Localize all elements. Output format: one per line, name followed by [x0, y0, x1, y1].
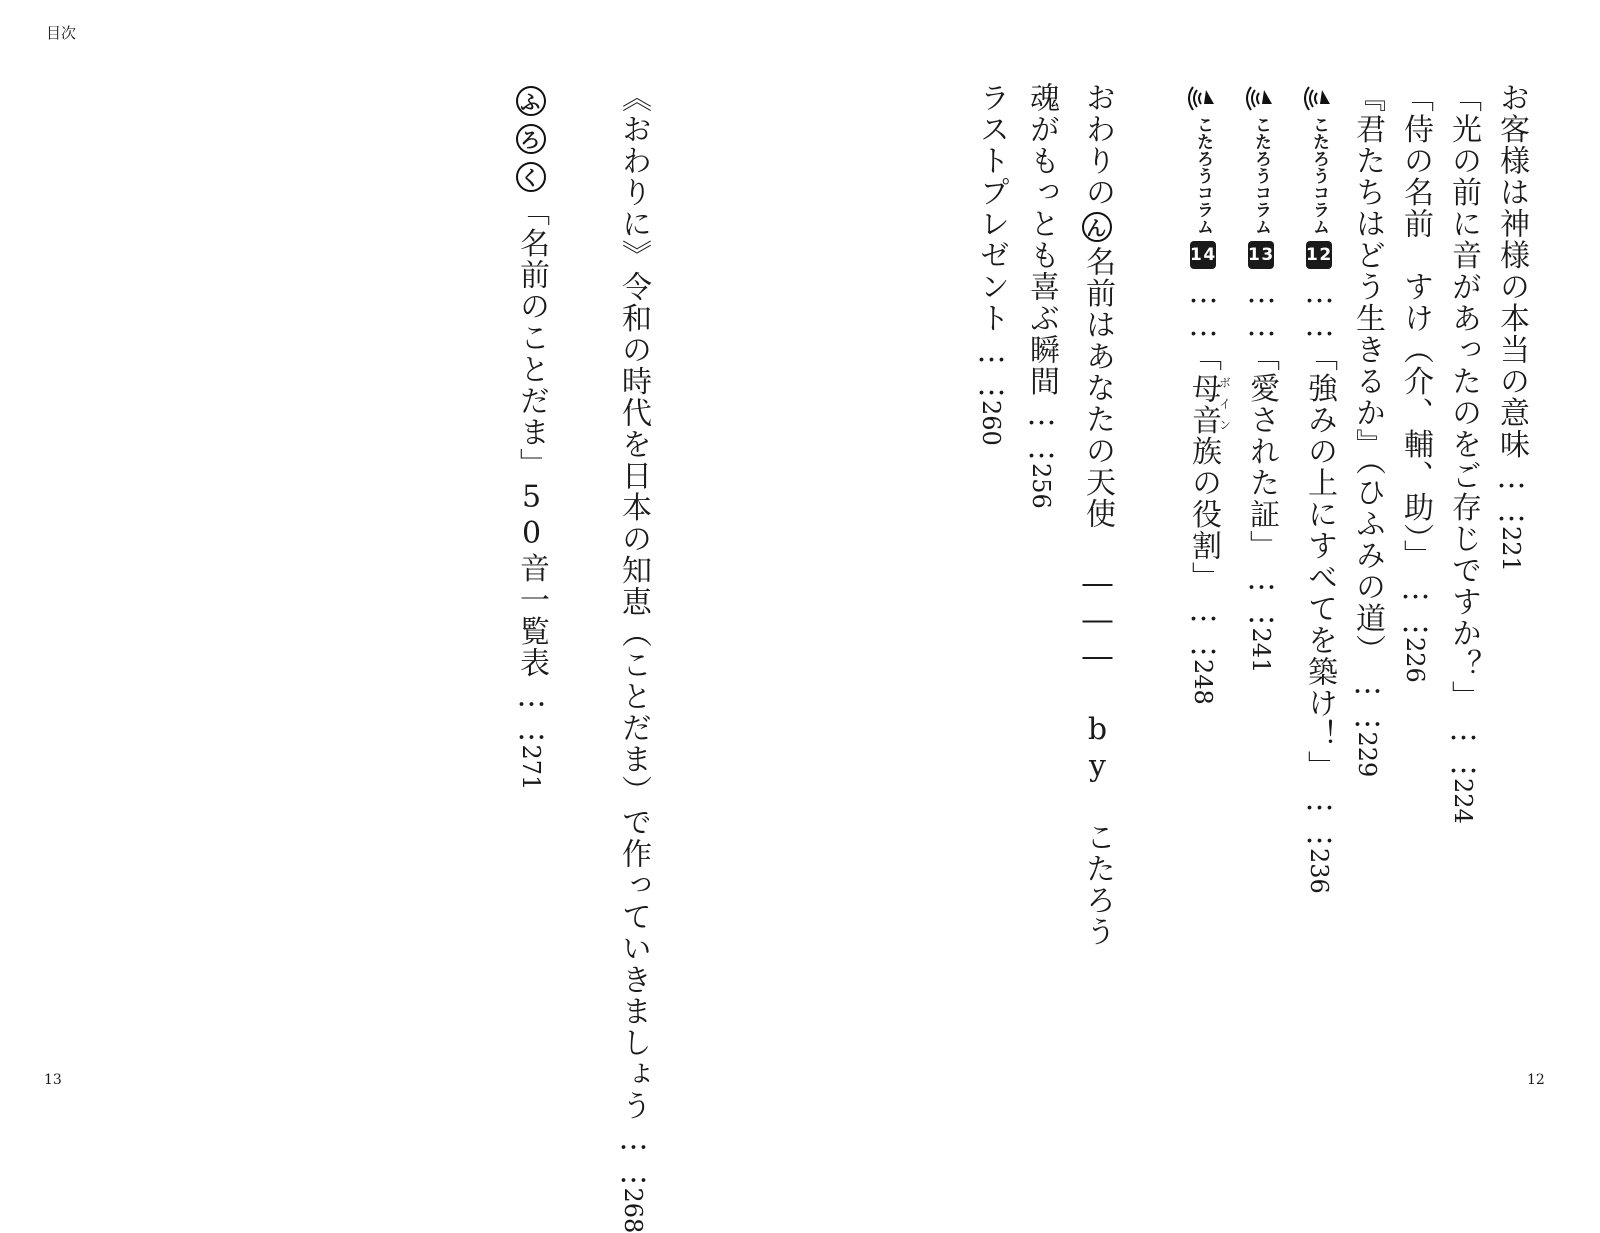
ruby-base: 母音 — [1186, 373, 1221, 436]
toc-entry[interactable] — [1074, 82, 1120, 948]
leader-dots: …… — [1186, 275, 1221, 341]
page-number: 221 — [1497, 526, 1525, 572]
circled-kana: く — [516, 162, 546, 192]
leader-dots: …… — [616, 1122, 651, 1188]
page-number: 256 — [1027, 463, 1055, 509]
page-number-right: 12 — [1527, 1072, 1545, 1088]
leader-dots: …… — [1302, 275, 1337, 341]
section-title: 目次 — [46, 22, 76, 43]
entry-title: 《おわりに》令和の時代を日本の知恵（ことだま）で作っていきましょう — [616, 82, 651, 1122]
circled-kana: ふ — [516, 86, 546, 116]
entry-title: 魂がもっとも喜ぶ瞬間 — [1024, 82, 1059, 397]
entry-title: 名前はあなたの天使 ――― by こたろう — [1080, 246, 1115, 948]
leader-dots: …… — [514, 679, 549, 745]
page-number: 271 — [517, 745, 545, 791]
leader-dots: …… — [1186, 593, 1221, 659]
leader-dots: …… — [1244, 275, 1279, 341]
entry-title: 「光の前に音があったのをご存じですか？」 — [1446, 82, 1481, 712]
toc-entry[interactable] — [1018, 82, 1064, 509]
entry-title: 『君たちはどう生きるか』（ひふみの道） — [1350, 82, 1385, 666]
toc-entry[interactable] — [1488, 82, 1534, 572]
toc-entry[interactable] — [1344, 82, 1390, 777]
column-label: こたろうコラム — [1193, 116, 1213, 235]
circled-kana: ん — [1082, 212, 1112, 242]
page-number: 241 — [1247, 628, 1275, 674]
toc-entry-column[interactable] — [1238, 82, 1284, 673]
toc-entry[interactable] — [610, 82, 656, 1233]
column-number-badge: 14 — [1190, 241, 1216, 269]
page-number-left: 13 — [44, 1072, 62, 1088]
leader-dots: …… — [1302, 782, 1337, 848]
toc-entry-column[interactable] — [1180, 82, 1231, 705]
leader-dots: …… — [974, 334, 1009, 400]
speaker-icon — [1188, 82, 1218, 112]
page-number: 268 — [619, 1188, 647, 1233]
circled-kana: ろ — [516, 124, 546, 154]
toc-entry[interactable] — [1440, 82, 1486, 824]
entry-title: 「名前のことだま」50音一覧表 — [514, 196, 549, 679]
toc-entry[interactable] — [508, 82, 554, 790]
toc-entry[interactable] — [968, 82, 1014, 446]
page-number: 226 — [1401, 637, 1429, 683]
leader-dots: …… — [1350, 666, 1385, 732]
entry-title: 「愛された証」 — [1244, 341, 1279, 562]
column-label: こたろうコラム — [1251, 116, 1271, 235]
toc-entry[interactable] — [1392, 82, 1438, 683]
leader-dots: …… — [1024, 397, 1059, 463]
entry-title: 「強みの上にすべてを築け！」 — [1302, 341, 1337, 782]
column-label: こたろうコラム — [1309, 116, 1329, 235]
entry-title: 「侍の名前 すけ（介、輔、助）」 — [1398, 82, 1433, 571]
page-number: 224 — [1449, 778, 1477, 824]
entry-title: お客様は神様の本当の意味 — [1494, 82, 1529, 460]
entry-title-open: 「 — [1186, 341, 1221, 373]
ruby-annotated-word — [1186, 373, 1221, 436]
entry-title-rest: 族の役割」 — [1186, 436, 1221, 594]
page-number: 229 — [1353, 732, 1381, 778]
page-number: 236 — [1305, 848, 1333, 894]
page-number: 260 — [977, 400, 1005, 446]
speaker-icon — [1246, 82, 1276, 112]
leader-dots: …… — [1398, 571, 1433, 637]
leader-dots: …… — [1244, 562, 1279, 628]
leader-dots: …… — [1494, 460, 1529, 526]
leader-dots: …… — [1446, 712, 1481, 778]
page-number: 248 — [1189, 659, 1217, 705]
speaker-icon — [1304, 82, 1334, 112]
entry-prefix: おわりの — [1080, 82, 1115, 208]
toc-entry-column[interactable] — [1296, 82, 1342, 894]
entry-title: ラストプレゼント — [974, 82, 1009, 334]
ruby-reading: ボイン — [1218, 373, 1232, 436]
column-number-badge: 12 — [1306, 241, 1332, 269]
column-number-badge: 13 — [1248, 241, 1274, 269]
